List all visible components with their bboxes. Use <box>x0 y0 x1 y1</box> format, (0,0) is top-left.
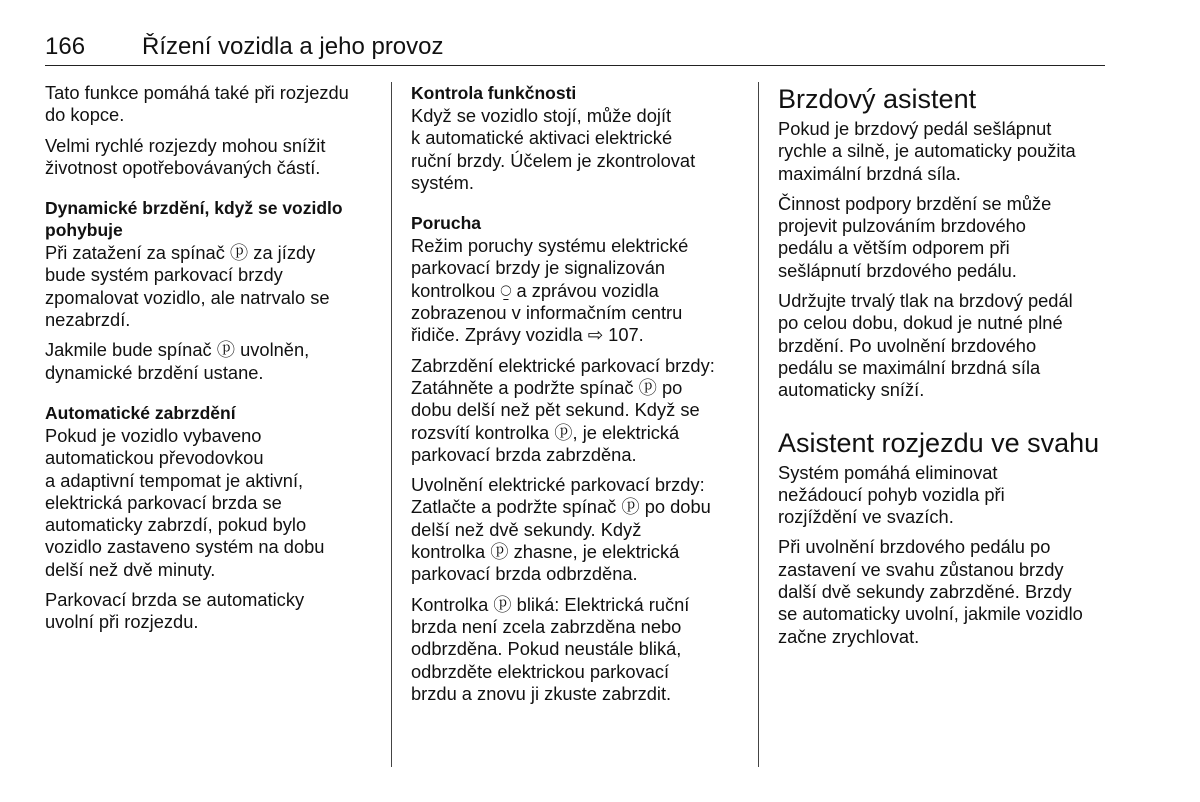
text-line: Činnost podpory brzdění se může <box>778 192 1052 214</box>
text-line: další dvě sekundy zabrzděné. Brzdy <box>778 581 1072 603</box>
text-line: uvolní při rozjezdu. <box>45 611 199 633</box>
text-line: kontrolka ⓟ zhasne, je elektrická <box>411 541 680 563</box>
text-line: sešlápnutí brzdového pedálu. <box>778 259 1017 281</box>
text-line: brzdu a znovu ji zkuste zabrzdit. <box>411 682 672 704</box>
text-line: se automaticky uvolní, jakmile vozidlo <box>778 603 1083 625</box>
column-divider <box>758 82 759 767</box>
text-line: bude systém parkovací brzdy <box>45 264 283 286</box>
text-line: Když se vozidlo stojí, může dojít <box>411 105 672 126</box>
text-line: nežádoucí pohyb vozidla při <box>778 483 1005 505</box>
text-line: elektrická parkovací brzda se <box>45 491 282 513</box>
text-line: kontrolkou ⍜ a zprávou vozidla <box>411 279 659 301</box>
paragraph <box>411 235 741 346</box>
text-line: rozsvítí kontrolka ⓟ, je elektrická <box>411 421 680 443</box>
paragraph <box>778 193 1108 282</box>
text-line: Režim poruchy systému elektrické <box>411 235 689 257</box>
paragraph <box>411 474 741 585</box>
text-line: odbrzděna. Pokud neustále bliká, <box>411 638 682 660</box>
text-line: systém. <box>411 171 474 193</box>
text-line: Zatáhněte a podržte spínač ⓟ po <box>411 376 683 398</box>
text-line: maximální brzdná síla. <box>778 162 961 184</box>
text-line: parkovací brzda zabrzděna. <box>411 443 637 465</box>
text-line: rychle a silně, je automaticky použita <box>778 140 1076 162</box>
text-line: ruční brzdy. Účelem je zkontrolovat <box>411 149 696 171</box>
paragraph <box>45 339 375 384</box>
column-middle <box>411 82 741 713</box>
text-line: pedálu a větším odporem při <box>778 237 1010 259</box>
text-line: Zatlačte a podržte spínač ⓟ po dobu <box>411 496 711 518</box>
text-line: životnost opotřebovávaných částí. <box>45 156 321 178</box>
paragraph <box>411 355 741 466</box>
text-line: Pokud je vozidlo vybaveno <box>45 424 262 446</box>
text-line: po celou dobu, dokud je nutné plné <box>778 312 1063 334</box>
section-heading-function-check: Kontrola funkčnosti <box>411 83 577 103</box>
column-divider <box>391 82 392 767</box>
text-line: Dynamické brzdění, když se vozidlo <box>45 198 343 219</box>
text-line: a adaptivní tempomat je aktivní, <box>45 469 304 491</box>
paragraph <box>45 82 375 127</box>
text-line: automaticky zabrzdí, pokud bylo <box>45 514 307 536</box>
paragraph <box>778 462 1108 529</box>
section-title-hill-start-assist: Asistent rozjezdu ve svahu <box>778 427 1100 458</box>
text-line: Uvolnění elektrické parkovací brzdy: <box>411 474 705 496</box>
text-line: zpomalovat vozidlo, ale natrvalo se <box>45 286 330 308</box>
column-right <box>778 82 1108 656</box>
text-line: pohybuje <box>45 220 123 241</box>
page-number: 166 <box>45 33 86 60</box>
text-line: delší než dvě sekundy. Když <box>411 518 642 540</box>
text-line: Parkovací brzda se automaticky <box>45 589 305 611</box>
text-line: brzda není zcela zabrzděna nebo <box>411 615 682 637</box>
text-line: pedálu se maximální brzdná síla <box>778 356 1041 378</box>
text-line: automatickou převodovkou <box>45 447 264 469</box>
text-line: nezabrzdí. <box>45 309 131 331</box>
section-heading-fault: Porucha <box>411 213 482 234</box>
column-left <box>45 82 375 642</box>
text-line: zastavení ve svahu zůstanou brzdy <box>778 558 1064 580</box>
text-line: dynamické brzdění ustane. <box>45 361 264 383</box>
text-line: projevit pulzováním brzdového <box>778 215 1026 237</box>
text-line: Udržujte trvalý tlak na brzdový pedál <box>778 290 1073 312</box>
text-line: do kopce. <box>45 104 125 126</box>
chapter-title: Řízení vozidla a jeho provoz <box>142 33 444 60</box>
paragraph <box>778 536 1108 647</box>
text-line: delší než dvě minuty. <box>45 558 216 580</box>
paragraph <box>45 425 375 581</box>
paragraph <box>411 105 741 194</box>
text-line: zobrazenou v informačním centru <box>411 302 683 324</box>
text-line: rozjíždění ve svazích. <box>778 506 954 528</box>
section-heading-automatic-braking: Automatické zabrzdění <box>45 402 236 423</box>
text-line: parkovací brzdy je signalizován <box>411 257 666 279</box>
text-line: Systém pomáhá eliminovat <box>778 461 998 483</box>
paragraph <box>778 118 1108 185</box>
text-line: Tato funkce pomáhá také při rozjezdu <box>45 82 349 103</box>
text-line: brzdění. Po uvolnění brzdového <box>778 334 1037 356</box>
text-line: Při zatažení za spínač ⓟ za jízdy <box>45 242 316 264</box>
text-line: Pokud je brzdový pedál sešlápnut <box>778 118 1052 139</box>
paragraph <box>45 135 375 180</box>
paragraph <box>778 290 1108 401</box>
text-line: automaticky sníží. <box>778 379 925 401</box>
paragraph <box>45 589 375 634</box>
text-line: dobu delší než pět sekund. Když se <box>411 399 700 421</box>
text-line: Kontrolka ⓟ bliká: Elektrická ruční <box>411 593 690 615</box>
paragraph <box>45 242 375 331</box>
text-line: Při uvolnění brzdového pedálu po <box>778 536 1051 558</box>
text-line: Jakmile bude spínač ⓟ uvolněn, <box>45 339 310 361</box>
section-heading-dynamic-braking <box>45 197 375 241</box>
page-header <box>45 33 1105 66</box>
text-line: Zabrzdění elektrické parkovací brzdy: <box>411 354 715 376</box>
text-line: vozidlo zastaveno systém na dobu <box>45 536 325 558</box>
paragraph <box>411 594 741 705</box>
text-line: parkovací brzda odbrzděna. <box>411 563 638 585</box>
section-title-brake-assist: Brzdový asistent <box>778 84 977 114</box>
text-line: Velmi rychlé rozjezdy mohou snížit <box>45 134 326 156</box>
text-line: začne zrychlovat. <box>778 625 920 647</box>
text-line: odbrzděte elektrickou parkovací <box>411 660 670 682</box>
text-line: k automatické aktivaci elektrické <box>411 127 673 149</box>
text-line: řidiče. Zprávy vozidla ⇨ 107. <box>411 324 644 346</box>
